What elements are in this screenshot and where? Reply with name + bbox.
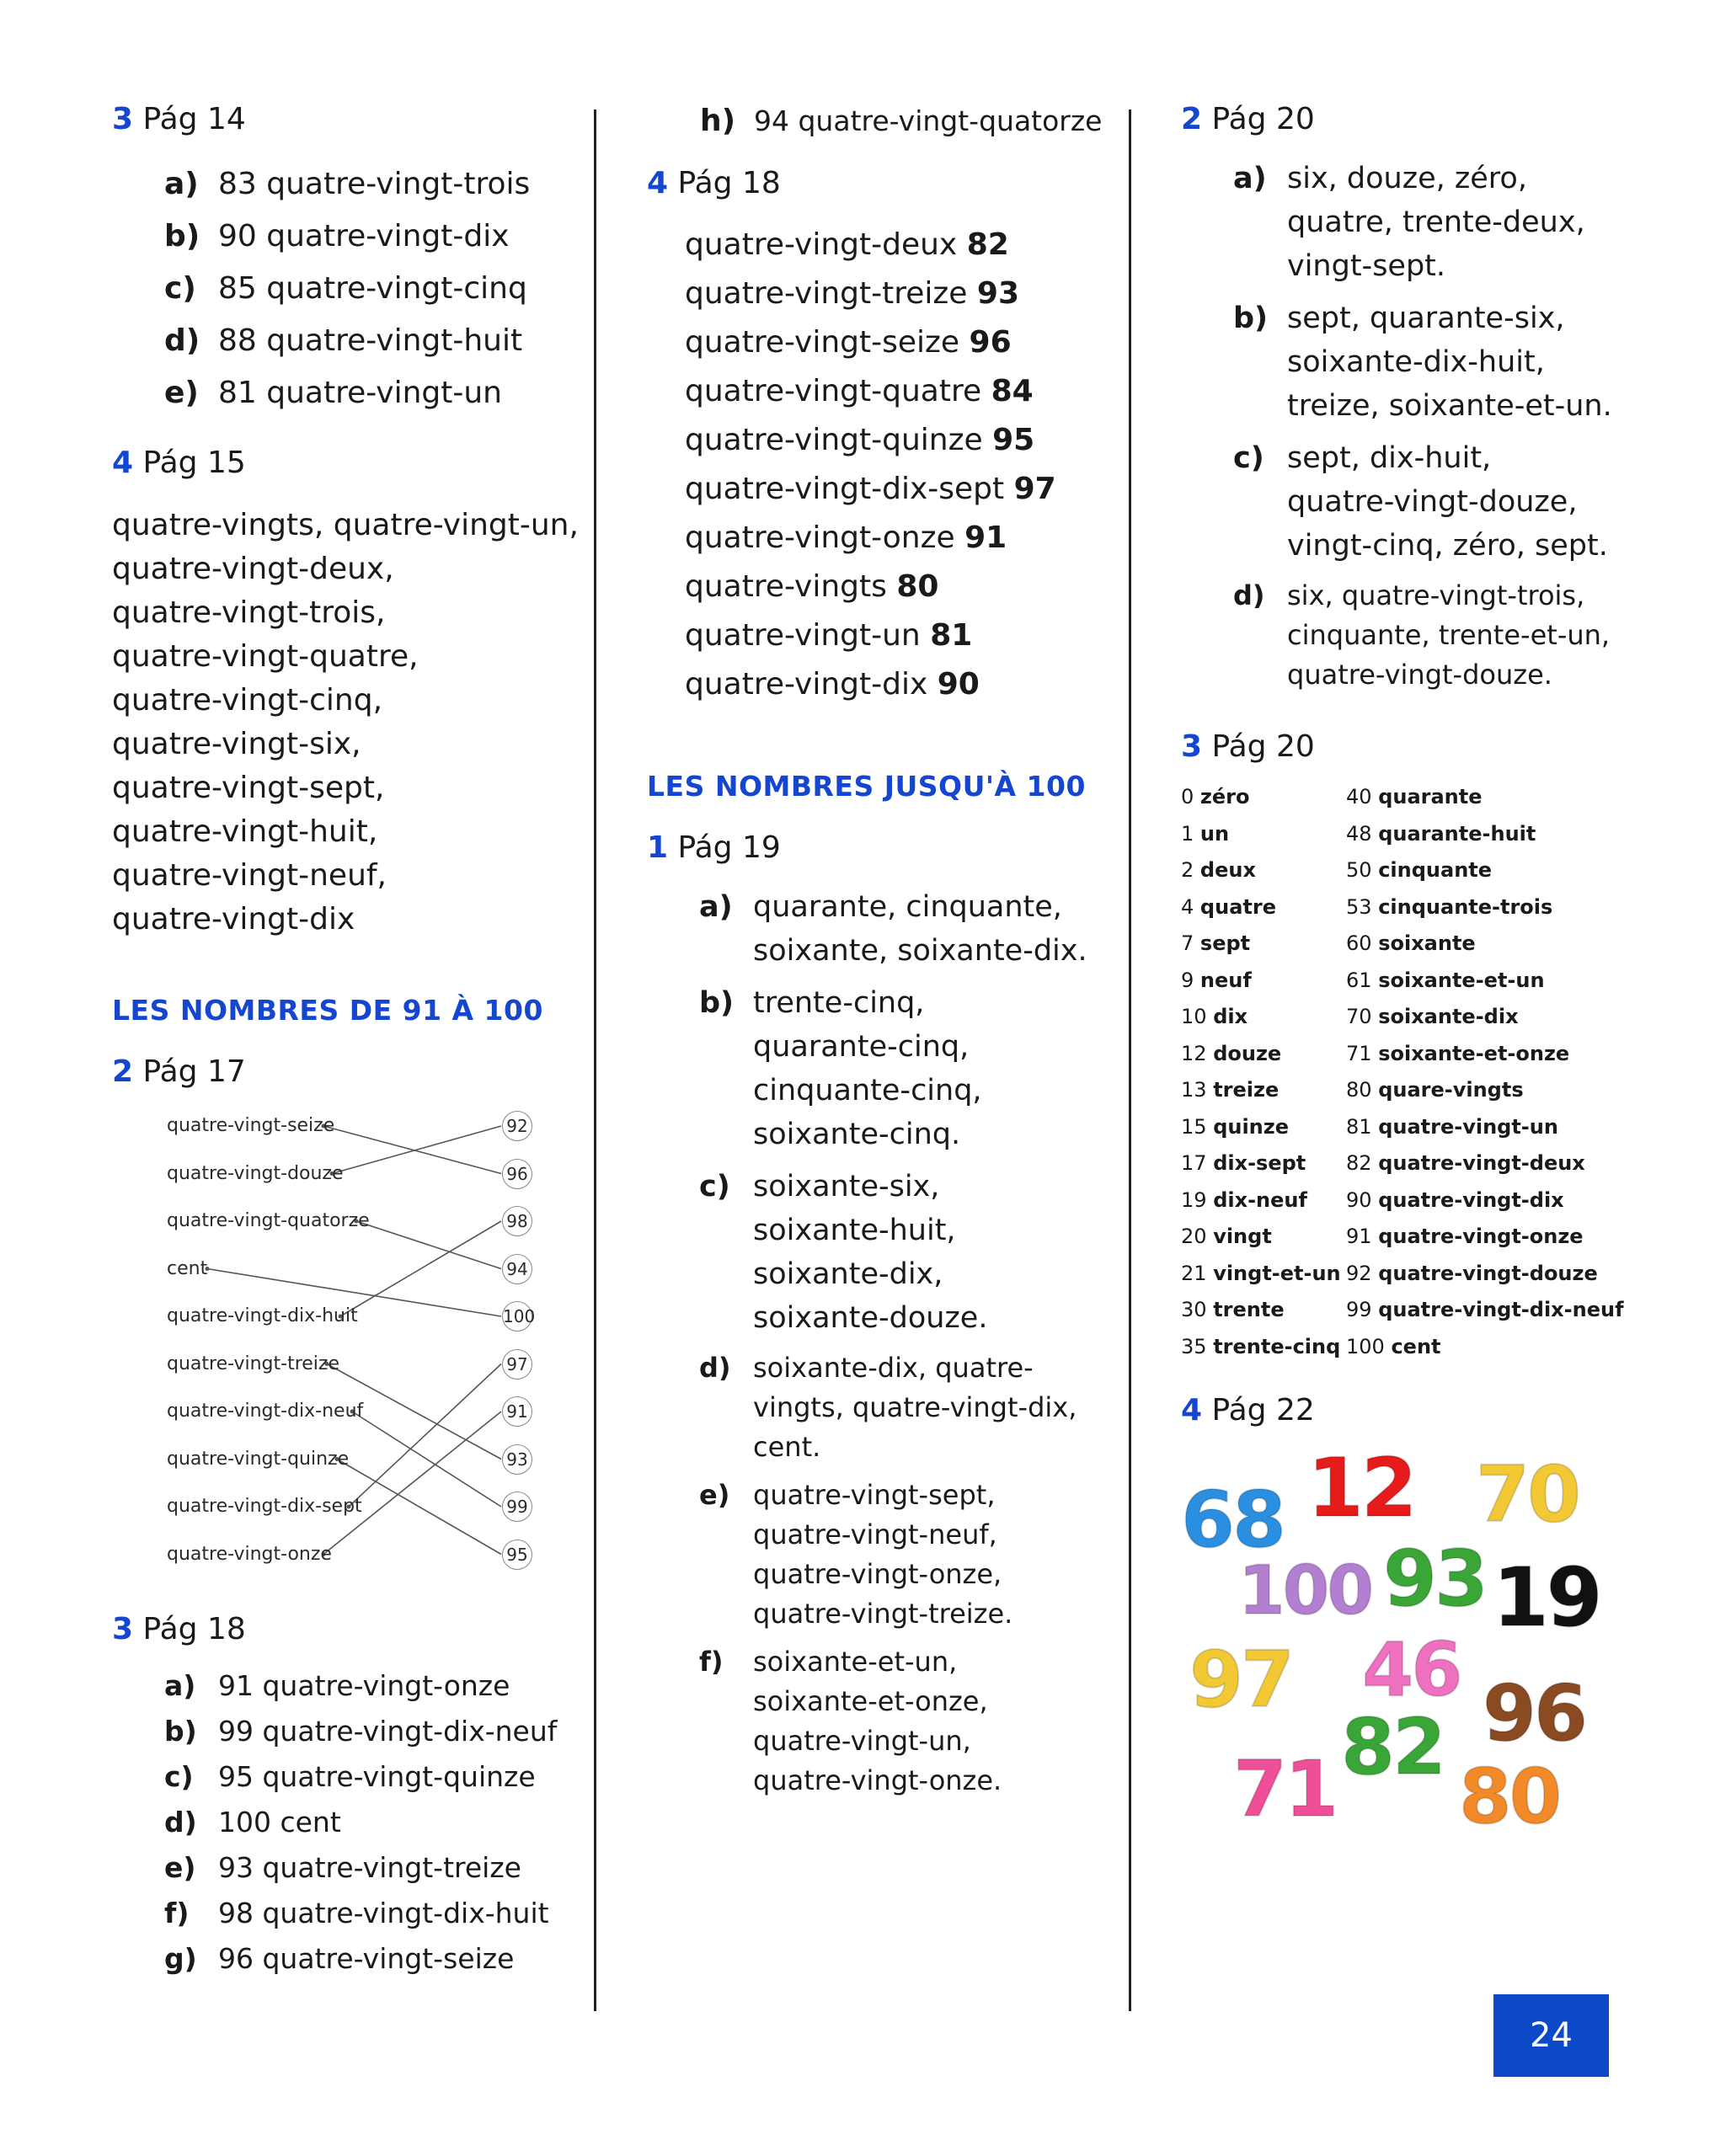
cell-number: 80 [1346, 1078, 1372, 1102]
cell-word: un [1199, 821, 1230, 846]
column-divider-2 [1129, 109, 1131, 2011]
item-letter: b) [1233, 302, 1269, 335]
answer-list [647, 221, 1119, 709]
match-word: quatre-vingt-quinze [167, 1448, 350, 1470]
cell-word: vingt [1213, 1225, 1272, 1248]
item-text: soixante-dix, quatre- vingts, quatre-vingt-dix, cent. [753, 1352, 1077, 1463]
cell-word: quatre-vingt-dix [1378, 1187, 1564, 1212]
table-cell [1346, 1329, 1616, 1366]
table-cell [1181, 1072, 1346, 1109]
number: 91 [964, 520, 1007, 555]
cell-word: deux [1199, 858, 1256, 882]
table-cell [1346, 1145, 1616, 1182]
cell-word: vingt-et-un [1213, 1261, 1341, 1285]
item-text: soixante-et-un, soixante-et-onze, quatre-vingt-un, quatre-vingt-onze. [753, 1646, 1002, 1796]
cell-number: 53 [1346, 894, 1372, 919]
colored-number: 68 [1181, 1475, 1285, 1565]
cell-number: 12 [1181, 1041, 1207, 1065]
cell-number: 82 [1346, 1151, 1372, 1175]
cell-number: 4 [1181, 894, 1194, 919]
item-letter: e) [699, 1479, 730, 1511]
exercise-title: 4 Pág 18 [647, 166, 781, 200]
cell-number: 99 [1346, 1298, 1372, 1321]
cell-word: treize [1213, 1078, 1280, 1102]
colored-number: 96 [1483, 1668, 1586, 1758]
item-text: 99 quatre-vingt-dix-neuf [218, 1715, 558, 1748]
cell-word: quare-vingts [1378, 1078, 1524, 1102]
cell-number: 19 [1181, 1187, 1207, 1212]
answer-row [685, 611, 1119, 660]
cell-number: 21 [1181, 1261, 1207, 1285]
word: quatre-vingt-onze [685, 520, 955, 555]
cell-number: 100 [1346, 1334, 1385, 1358]
table-cell [1346, 999, 1616, 1036]
column-3 [1181, 99, 1636, 1841]
table-cell [1181, 889, 1346, 926]
answer-text: quatre-vingts, quatre-vingt-un, quatre-vingt-deux, quatre-vingt-trois, quatre-vingt-quatre, quatre-vingt-cinq, quatre-vingt-six, quatre-vingt-sept, quatre-vingt-huit, quatre-vingt-neuf, quatre-vingt-dix [112, 508, 579, 937]
item-text: 93 quatre-vingt-treize [218, 1851, 521, 1884]
cell-word: cent [1391, 1334, 1441, 1358]
answer-row [685, 465, 1119, 514]
number: 93 [976, 276, 1019, 311]
item-text: 83 quatre-vingt-trois [218, 167, 531, 201]
answer-item [164, 1891, 584, 1936]
section-heading: LES NOMBRES JUSQU'À 100 [647, 770, 1086, 803]
answer-list [112, 158, 584, 419]
item-text: sept, quarante-six, soixante-dix-huit, treize, soixante-et-un. [1287, 302, 1612, 423]
match-line [356, 1221, 501, 1269]
cell-number: 50 [1346, 858, 1372, 882]
answer-item [699, 981, 1119, 1156]
item-text: 100 cent [218, 1806, 341, 1838]
table-cell [1181, 779, 1346, 816]
cell-number: 7 [1181, 931, 1194, 955]
cell-word: dix-neuf [1213, 1187, 1307, 1212]
answer-row [685, 660, 1119, 709]
answer-item [1233, 157, 1636, 288]
item-letter: d) [164, 323, 200, 358]
cell-number: 71 [1346, 1041, 1372, 1065]
cell-number: 1 [1181, 821, 1194, 846]
page-number: 24 [1493, 1994, 1609, 2077]
table-cell [1181, 1182, 1346, 1219]
match-number: 96 [502, 1159, 532, 1189]
cell-number: 92 [1346, 1261, 1372, 1285]
answer-item [164, 1845, 584, 1891]
match-word: quatre-vingt-douze [167, 1162, 344, 1184]
item-text: 81 quatre-vingt-un [218, 376, 502, 410]
number: 80 [896, 569, 939, 604]
table-cell [1181, 1292, 1346, 1329]
answer-item [1233, 296, 1636, 428]
cell-word: soixante-et-un [1378, 968, 1545, 992]
match-number: 97 [502, 1349, 532, 1380]
item-letter: e) [164, 376, 199, 410]
match-word: quatre-vingt-dix-sept [167, 1496, 362, 1517]
item-letter: c) [1233, 441, 1264, 475]
matching-exercise [167, 1104, 605, 1593]
cell-number: 20 [1181, 1225, 1207, 1248]
item-letter: b) [164, 1715, 197, 1748]
item-letter: g) [164, 1942, 197, 1975]
cell-number: 81 [1346, 1114, 1372, 1139]
item-text: six, quatre-vingt-trois, cinquante, trente-et-un, quatre-vingt-douze. [1287, 579, 1611, 691]
exercise-title: 3 Pág 14 [112, 102, 246, 136]
cell-number: 60 [1346, 931, 1372, 955]
word: quatre-vingt-quinze [685, 423, 983, 457]
cell-word: soixante [1378, 931, 1476, 955]
item-letter: d) [164, 1806, 197, 1838]
item-text: 88 quatre-vingt-huit [218, 323, 523, 358]
cell-number: 40 [1346, 785, 1372, 808]
cell-word: quatre-vingt-deux [1378, 1151, 1585, 1175]
cell-word: soixante-dix [1378, 1005, 1519, 1028]
word: quatre-vingt-dix-sept [685, 472, 1005, 506]
cell-number: 90 [1346, 1187, 1372, 1212]
colored-numbers-cloud [1181, 1431, 1619, 1841]
answer-row [685, 563, 1119, 611]
word: quatre-vingt-un [685, 618, 921, 653]
answer-item [699, 1642, 1119, 1801]
match-number: 94 [502, 1254, 532, 1284]
answer-list [1181, 157, 1636, 695]
colored-number: 71 [1233, 1744, 1337, 1834]
match-word: quatre-vingt-quatorze [167, 1210, 370, 1231]
number: 90 [937, 667, 980, 702]
table-cell [1181, 1109, 1346, 1146]
answer-list [112, 1663, 584, 1982]
section-heading: LES NOMBRES DE 91 À 100 [112, 994, 543, 1027]
item-letter: a) [1233, 162, 1267, 195]
match-number: 98 [502, 1206, 532, 1236]
table-cell [1181, 1036, 1346, 1073]
cell-word: quatre-vingt-un [1378, 1114, 1558, 1139]
table-cell [1346, 1109, 1616, 1146]
number: 96 [969, 325, 1012, 360]
item-letter: c) [164, 271, 196, 306]
table-cell [1346, 1182, 1616, 1219]
table-cell [1181, 816, 1346, 853]
answer-item [164, 211, 584, 263]
cell-word: cinquante [1378, 858, 1493, 882]
table-cell [1346, 1072, 1616, 1109]
table-cell [1181, 852, 1346, 889]
number: 97 [1013, 472, 1056, 506]
item-text: 85 quatre-vingt-cinq [218, 271, 527, 306]
table-cell [1181, 1219, 1346, 1256]
cell-number: 15 [1181, 1114, 1207, 1139]
item-letter: a) [164, 1669, 196, 1702]
table-cell [1346, 1036, 1616, 1073]
table-cell [1346, 852, 1616, 889]
item-text: trente-cinq, quarante-cinq, cinquante-cinq, soixante-cinq. [753, 986, 982, 1151]
colored-number: 100 [1238, 1551, 1371, 1630]
item-text: 96 quatre-vingt-seize [218, 1942, 515, 1975]
item-text: 91 quatre-vingt-onze [218, 1669, 510, 1702]
answer-item [1233, 436, 1636, 568]
exercise-title: 2 Pág 17 [112, 1054, 246, 1089]
cell-word: cinquante-trois [1378, 894, 1553, 919]
table-cell [1346, 926, 1616, 963]
colored-number: 97 [1189, 1635, 1293, 1725]
answer-item [164, 263, 584, 315]
answer-item [164, 1800, 584, 1845]
cell-word: neuf [1199, 968, 1252, 992]
cell-number: 48 [1346, 821, 1372, 846]
cell-word: douze [1213, 1041, 1282, 1065]
number: 82 [966, 227, 1009, 262]
item-letter: c) [699, 1170, 730, 1203]
item-letter: b) [164, 219, 200, 253]
cell-number: 35 [1181, 1334, 1207, 1358]
item-text: 98 quatre-vingt-dix-huit [218, 1897, 549, 1929]
cell-number: 91 [1346, 1225, 1372, 1248]
table-cell [1181, 1329, 1346, 1366]
match-word: quatre-vingt-onze [167, 1543, 332, 1565]
answer-item [164, 315, 584, 367]
cell-number: 17 [1181, 1151, 1207, 1175]
cell-word: soixante-et-onze [1378, 1041, 1570, 1065]
numbers-table [1181, 779, 1636, 1365]
word: quatre-vingt-treize [685, 276, 968, 311]
cell-word: quatre-vingt-douze [1378, 1261, 1598, 1285]
cell-number: 30 [1181, 1298, 1207, 1321]
match-number: 100 [502, 1301, 532, 1331]
match-word: quatre-vingt-dix-huit [167, 1305, 358, 1326]
cell-word: sept [1199, 931, 1251, 955]
item-letter: d) [699, 1352, 731, 1384]
answer-item [164, 1936, 584, 1982]
word: quatre-vingt-deux [685, 227, 958, 262]
table-cell [1346, 963, 1616, 1000]
match-word: quatre-vingt-treize [167, 1353, 339, 1374]
answer-row [685, 318, 1119, 367]
table-cell [1181, 1256, 1346, 1293]
word: quatre-vingt-quatre [685, 374, 982, 408]
table-cell [1346, 889, 1616, 926]
table-cell [1346, 1292, 1624, 1329]
table-cell [1181, 999, 1346, 1036]
match-number: 93 [502, 1444, 532, 1475]
colored-number: 80 [1459, 1753, 1560, 1841]
table-cell [1181, 963, 1346, 1000]
match-number: 92 [502, 1111, 532, 1141]
match-number: 95 [502, 1540, 532, 1570]
answer-row [685, 270, 1119, 318]
column-2 [647, 99, 1119, 1809]
cell-word: dix-sept [1213, 1151, 1306, 1175]
table-cell [1181, 926, 1346, 963]
cell-number: 9 [1181, 968, 1194, 992]
match-line [323, 1412, 501, 1555]
answer-list [647, 885, 1119, 1801]
cell-word: quarante [1378, 785, 1483, 808]
item-text: 90 quatre-vingt-dix [218, 219, 510, 253]
word: quatre-vingt-seize [685, 325, 960, 360]
cell-number: 13 [1181, 1078, 1207, 1102]
cell-number: 61 [1346, 968, 1372, 992]
item-letter: a) [164, 167, 199, 201]
word: quatre-vingts [685, 569, 887, 604]
item-text: soixante-six, soixante-huit, soixante-dix, soixante-douze. [753, 1170, 988, 1335]
item-letter: c) [164, 1760, 194, 1793]
exercise-title: 1 Pág 19 [647, 830, 781, 865]
item-text: 95 quatre-vingt-quinze [218, 1760, 536, 1793]
cell-number: 70 [1346, 1005, 1372, 1028]
cell-word: quatre [1199, 894, 1276, 919]
answer-item [164, 1709, 584, 1754]
exercise-title: 4 Pág 15 [112, 446, 246, 480]
match-word: cent [167, 1257, 208, 1279]
match-line [349, 1364, 501, 1508]
answer-item: h) 94 quatre-vingt-quatorze [700, 104, 1103, 138]
cell-word: dix [1213, 1005, 1248, 1028]
colored-number: 12 [1307, 1441, 1415, 1535]
answer-item [699, 1476, 1119, 1634]
exercise-title: 3 Pág 18 [112, 1612, 246, 1646]
answer-item [699, 1348, 1119, 1467]
item-letter: b) [699, 986, 735, 1020]
item-letter: a) [699, 890, 733, 924]
cell-word: zéro [1199, 785, 1250, 808]
cell-number: 0 [1181, 785, 1194, 808]
table-cell [1346, 1256, 1616, 1293]
number: 95 [992, 423, 1035, 457]
answer-item [1233, 576, 1636, 695]
item-text: quarante, cinquante, soixante, soixante-dix. [753, 890, 1087, 968]
answer-item [164, 367, 584, 419]
cell-number: 10 [1181, 1005, 1207, 1028]
answer-row [685, 367, 1119, 416]
word: quatre-vingt-dix [685, 667, 928, 702]
colored-number: 93 [1383, 1534, 1487, 1624]
item-letter: d) [1233, 579, 1265, 611]
answer-item [699, 1165, 1119, 1340]
answer-item [164, 158, 584, 211]
cell-word: trente [1213, 1298, 1285, 1321]
colored-number: 70 [1476, 1449, 1579, 1540]
match-number: 99 [502, 1492, 532, 1522]
column-divider-1 [594, 109, 596, 2011]
cell-word: quinze [1213, 1114, 1290, 1139]
item-letter: f) [699, 1646, 724, 1678]
column-1 [112, 99, 584, 1982]
match-line [340, 1221, 501, 1316]
number: 84 [991, 374, 1034, 408]
answer-item [164, 1754, 584, 1800]
table-cell [1346, 1219, 1616, 1256]
item-text: six, douze, zéro, quatre, trente-deux, vingt-sept. [1287, 162, 1585, 283]
colored-number: 82 [1341, 1702, 1445, 1792]
cell-word: quatre-vingt-onze [1378, 1225, 1584, 1248]
answer-row [685, 514, 1119, 563]
answer-row [685, 221, 1119, 270]
match-line [352, 1412, 501, 1507]
match-word: quatre-vingt-seize [167, 1115, 335, 1136]
colored-number: 46 [1362, 1626, 1461, 1713]
item-text: sept, dix-huit, quatre-vingt-douze, vingt-cinq, zéro, sept. [1287, 441, 1608, 563]
item-text: quatre-vingt-sept, quatre-vingt-neuf, quatre-vingt-onze, quatre-vingt-treize. [753, 1479, 1013, 1630]
exercise-title: 3 Pág 20 [1181, 729, 1315, 764]
cell-word: quarante-huit [1378, 821, 1536, 846]
answer-row [685, 416, 1119, 465]
colored-number: 19 [1493, 1550, 1600, 1645]
table-cell [1346, 779, 1616, 816]
exercise-title: 2 Pág 20 [1181, 102, 1315, 136]
answer-item [699, 885, 1119, 973]
item-letter: e) [164, 1851, 196, 1884]
exercise-title: 4 Pág 22 [1181, 1393, 1315, 1428]
table-cell [1181, 1145, 1346, 1182]
answer-item [164, 1663, 584, 1709]
number: 81 [930, 618, 973, 653]
cell-number: 2 [1181, 858, 1194, 882]
table-cell [1346, 816, 1616, 853]
match-number: 91 [502, 1396, 532, 1427]
match-word: quatre-vingt-dix-neuf [167, 1401, 364, 1422]
cell-word: quatre-vingt-dix-neuf [1378, 1298, 1624, 1321]
item-letter: f) [164, 1897, 190, 1929]
cell-word: trente-cinq [1213, 1334, 1341, 1358]
